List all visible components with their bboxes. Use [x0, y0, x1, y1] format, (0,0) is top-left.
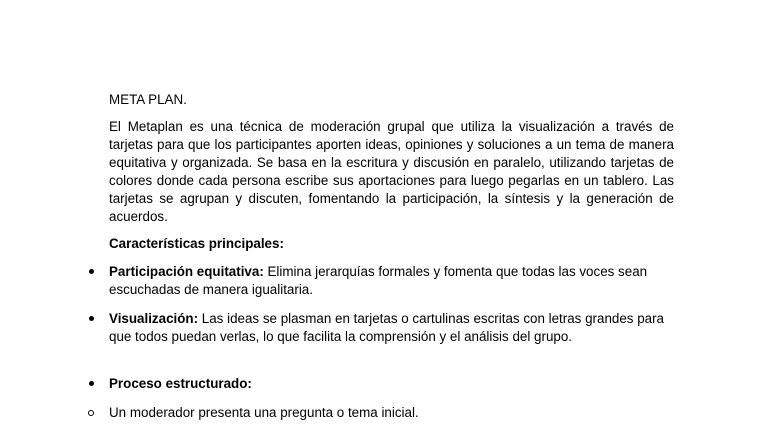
bullet-disc-icon — [86, 310, 96, 328]
intro-paragraph: El Metaplan es una técnica de moderación grupal que utiliza la visualización a través de tarjetas para que los participantes aporten ideas, opiniones y soluciones a un tema de manera equitativa y organizada. Se basa en la escritura y discusión en paralelo, utilizando tarjetas de colores donde cada persona escribe sus aportaciones para luego pegarlas en un tablero. Las tarjetas se agrupan y discuten, fomentando la participación, la síntesis y la generación de acuerdos. — [109, 119, 674, 224]
sub-list-item: Un moderador presenta una pregunta o tema inicial. — [109, 405, 419, 420]
list-item — [109, 375, 684, 393]
list-item — [109, 263, 684, 299]
list-item-term: Proceso estructurado: — [109, 376, 252, 391]
bullet-disc-icon — [86, 263, 96, 281]
bullet-disc-icon — [86, 375, 96, 393]
list-item — [109, 310, 684, 346]
list-item-text: Las ideas se plasman en tarjetas o cartulinas escritas con letras grandes para que todos puedan verlas, lo que facilita la comprensión y el análisis del grupo. — [109, 311, 665, 344]
list-item-term: Participación equitativa: — [109, 264, 264, 279]
document-title: META PLAN. — [109, 92, 187, 107]
list-item-text: Elimina jerarquías formales y fomenta que todas las voces sean escuchadas de manera igualitaria. — [109, 264, 648, 297]
list-item-term: Visualización: — [109, 311, 199, 326]
bullet-circle-icon — [86, 404, 96, 422]
section-subheading: Características principales: — [109, 236, 284, 251]
